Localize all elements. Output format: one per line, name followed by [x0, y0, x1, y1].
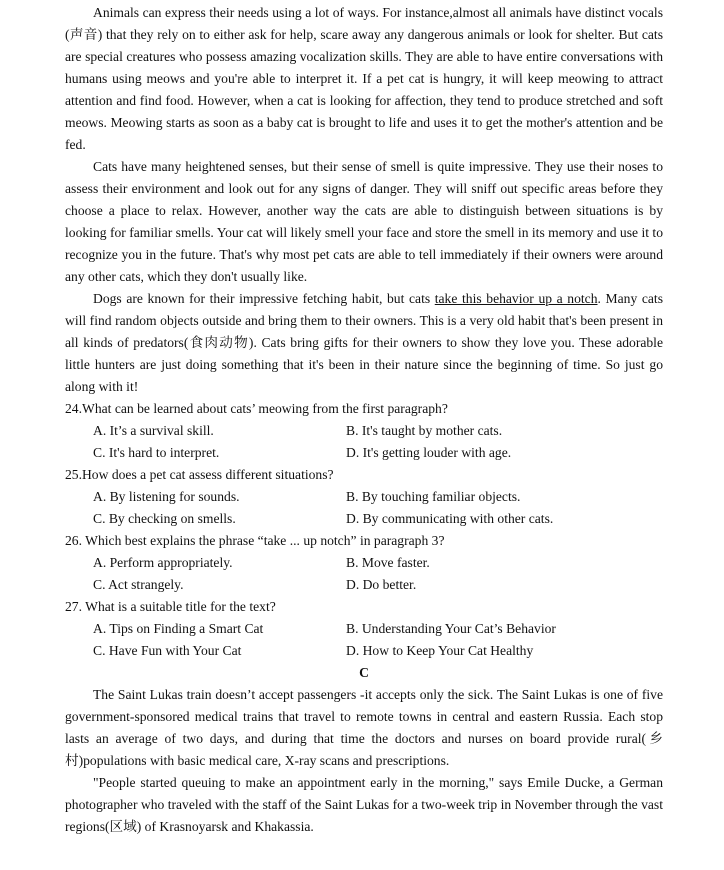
question-stem: 24.What can be learned about cats’ meowing from the first paragraph?	[65, 401, 448, 416]
option-d: D. It's getting louder with age.	[346, 445, 512, 460]
option-b: B. Understanding Your Cat’s Behavior	[346, 621, 556, 636]
option-d: D. By communicating with other cats.	[346, 511, 554, 526]
option-row	[65, 508, 663, 530]
question-24	[65, 398, 663, 464]
option-b: B. Move faster.	[346, 555, 430, 570]
option-row	[65, 618, 663, 640]
option-row	[65, 486, 663, 508]
passage-c-paragraph-1: The Saint Lukas train doesn’t accept passengers -it accepts only the sick. The Saint Lukas is one of five government-sponsored medical trains that travel to remote towns in central and eastern Russia. Each stop lasts an average of two days, and during that time the doctors and nurses on board provide rural(乡村)populations with basic medical care, X-ray scans and prescriptions.	[65, 687, 663, 768]
question-27	[65, 596, 663, 662]
option-a: A. By listening for sounds.	[93, 489, 240, 504]
option-d: D. Do better.	[346, 577, 417, 592]
option-c: C. It's hard to interpret.	[93, 445, 220, 460]
option-row	[65, 552, 663, 574]
paragraph-3-text-before: Dogs are known for their impressive fetching habit, but cats	[93, 291, 435, 306]
option-c: C. Have Fun with Your Cat	[93, 643, 242, 658]
section-c-heading: C	[359, 665, 369, 680]
question-26	[65, 530, 663, 596]
passage-b-paragraph-1: Animals can express their needs using a lot of ways. For instance,almost all animals have distinct vocals (声音) that they rely on to either ask for help, scare away any dangerous animals or look for shelter. But cats are special creatures who possess amazing vocalization skills. They are able to have entire conversations with humans using meows and you're able to interpret it. If a pet cat is hungry, it will keep meowing to attract attention and find food. However, when a cat is looking for affection, they tend to produce stretched and soft meows. Meowing starts as soon as a baby cat is brought to life and uses it to get the mother's attention and be fed.	[65, 5, 663, 152]
option-row	[65, 574, 663, 596]
option-row	[65, 420, 663, 442]
option-a: A. It’s a survival skill.	[93, 423, 214, 438]
option-c: C. Act strangely.	[93, 577, 184, 592]
option-b: B. By touching familiar objects.	[346, 489, 521, 504]
option-c: C. By checking on smells.	[93, 511, 236, 526]
question-stem: 26. Which best explains the phrase “take ... up notch” in paragraph 3?	[65, 533, 445, 548]
option-b: B. It's taught by mother cats.	[346, 423, 503, 438]
underlined-phrase: take this behavior up a notch	[434, 291, 598, 306]
paragraph-3-text-after: . Many cats will find random objects outside and bring them to their owners. This is a very old habit that's been present in all kinds of predators(食肉动物). Cats bring gifts for their owners to show they love you. These adorable little hunters are just doing something that it's been in their nature since the beginning of time. So just go along with it!	[65, 291, 663, 394]
passage-b-paragraph-2: Cats have many heightened senses, but their sense of smell is quite impressive. They use their noses to assess their environment and look out for any signs of danger. They will sniff out specific areas before they choose a place to relax. However, another way the cats are able to distinguish between situations is by looking for familiar smells. Your cat will likely smell your face and store the smell in its memory and use it to recognize you in the future. That's why most pet cats are able to tell immediately if their owners were around any other cats, which they don't usually like.	[65, 159, 663, 284]
exam-page	[65, 2, 663, 838]
option-row	[65, 442, 663, 464]
question-stem: 27. What is a suitable title for the text?	[65, 599, 276, 614]
option-a: A. Perform appropriately.	[93, 555, 233, 570]
option-d: D. How to Keep Your Cat Healthy	[346, 643, 534, 658]
option-a: A. Tips on Finding a Smart Cat	[93, 621, 264, 636]
option-row	[65, 640, 663, 662]
question-25	[65, 464, 663, 530]
passage-b-paragraph-3	[65, 288, 663, 398]
passage-c-paragraph-2: "People started queuing to make an appointment early in the morning," says Emile Ducke, a German photographer who traveled with the staff of the Saint Lukas for a two-week trip in November through the vast regions(区域) of Krasnoyarsk and Khakassia.	[65, 775, 663, 834]
question-stem: 25.How does a pet cat assess different situations?	[65, 467, 334, 482]
